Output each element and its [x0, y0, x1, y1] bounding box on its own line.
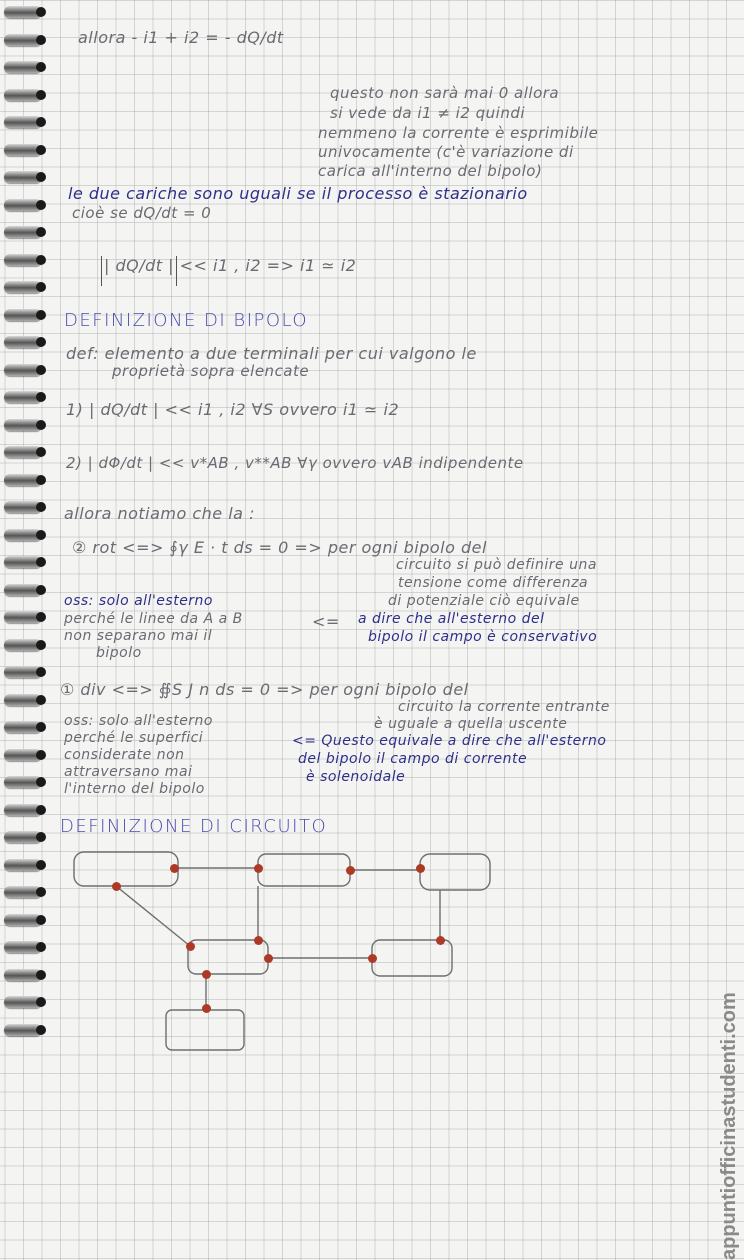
- note-line: proprietà sopra elencate: [112, 362, 310, 380]
- note-line: <= Questo equivale a dire che all'esterno: [292, 733, 607, 749]
- node-dot: [254, 936, 263, 945]
- note-line: del bipolo il campo di corrente: [298, 751, 528, 767]
- note-line: le due cariche sono uguali se il processo è stazionario: [68, 184, 528, 203]
- note-line: bipolo: [96, 645, 142, 661]
- note-line: attraversano mai: [64, 764, 193, 780]
- note-line: perché le superfici: [64, 730, 204, 746]
- note-line: def: elemento a due terminali per cui valgono le: [66, 344, 477, 363]
- note-line: l'interno del bipolo: [64, 781, 205, 797]
- note-line: circuito si può definire una: [396, 557, 597, 573]
- note-line: cioè se dQ/dt = 0: [72, 204, 212, 222]
- note-line: bipolo il campo è conservativo: [368, 629, 598, 645]
- bipole-box: [372, 940, 452, 976]
- note-line: si vede da i1 ≠ i2 quindi: [330, 104, 526, 122]
- node-dot: [416, 864, 425, 873]
- bipole-box: [188, 940, 268, 974]
- note-line: tensione come differenza: [398, 575, 589, 591]
- node-dot: [112, 882, 121, 891]
- note-line: questo non sarà mai 0 allora: [330, 84, 560, 102]
- note-line: nemmeno la corrente è esprimibile: [318, 124, 599, 142]
- note-line: perché le linee da A a B: [64, 611, 243, 627]
- node-dot: [202, 1004, 211, 1013]
- node-dot: [254, 864, 263, 873]
- note-line: <=: [312, 612, 340, 631]
- bipole-box: [420, 854, 490, 890]
- note-line: di potenziale ciò equivale: [388, 593, 580, 609]
- note-line: considerate non: [64, 747, 185, 763]
- note-line: carica all'interno del bipolo): [318, 162, 543, 180]
- bipole-box: [166, 1010, 244, 1050]
- note-line: oss: solo all'esterno: [64, 713, 213, 729]
- note-line: è solenoidale: [306, 769, 406, 785]
- node-dot: [186, 942, 195, 951]
- bipole-box: [258, 854, 350, 886]
- note-line: a dire che all'esterno del: [358, 611, 545, 627]
- bipole-box: [74, 852, 178, 886]
- node-dot: [436, 936, 445, 945]
- note-line: allora notiamo che la :: [64, 504, 255, 523]
- note-line: ① div <=> ∯S J n ds = 0 => per ogni bipolo del: [60, 680, 469, 699]
- node-dot: [202, 970, 211, 979]
- note-line: | dQ/dt | << i1 , i2 => i1 ≃ i2: [104, 256, 357, 275]
- node-dot: [264, 954, 273, 963]
- node-dot: [170, 864, 179, 873]
- note-line: circuito la corrente entrante: [398, 699, 610, 715]
- note-line: ② rot <=> ∮γ E · t ds = 0 => per ogni bipolo del: [72, 538, 487, 557]
- node-dot: [368, 954, 377, 963]
- note-line: oss: solo all'esterno: [64, 593, 213, 609]
- note-line: 1) | dQ/dt | << i1 , i2 ∀S ovvero i1 ≃ i2: [66, 400, 400, 419]
- note-line: univocamente (c'è variazione di: [318, 143, 574, 161]
- section-heading: DEFINIZIONE DI BIPOLO: [64, 310, 309, 331]
- section-heading: DEFINIZIONE DI CIRCUITO: [60, 816, 328, 837]
- watermark: appuntiofficinastudenti.com: [718, 992, 740, 1260]
- note-line: allora - i1 + i2 = - dQ/dt: [78, 28, 284, 47]
- node-dot: [346, 866, 355, 875]
- wire: [116, 886, 190, 946]
- note-line: 2) | dΦ/dt | << v*AB , v**AB ∀γ ovvero vAB indipendente: [66, 454, 524, 472]
- note-line: è uguale a quella uscente: [374, 716, 568, 732]
- note-line: non separano mai il: [64, 628, 213, 644]
